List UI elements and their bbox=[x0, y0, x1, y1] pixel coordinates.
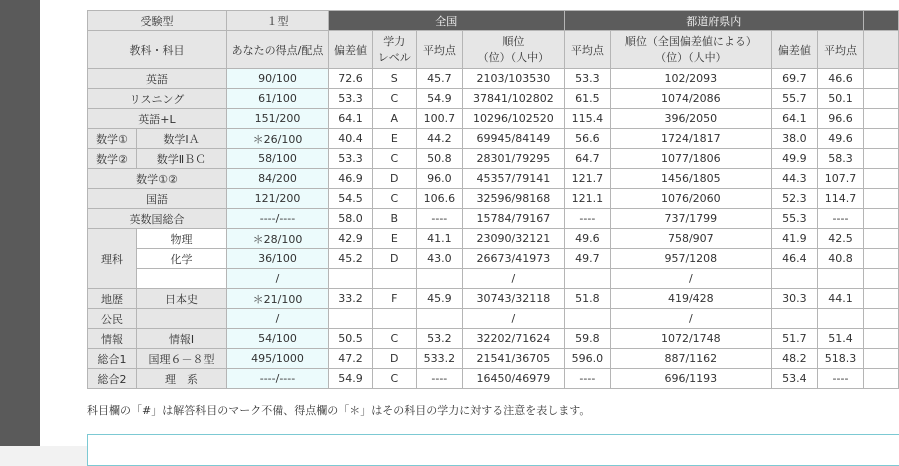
pavg-cell: 59.8 bbox=[564, 329, 611, 349]
avg2-cell: 42.5 bbox=[818, 229, 864, 249]
dev-cell: 42.9 bbox=[329, 229, 373, 249]
subject-cell: 理 系 bbox=[137, 369, 227, 389]
avg2-cell: ---- bbox=[818, 369, 864, 389]
score-cell: / bbox=[226, 269, 328, 289]
level-cell: C bbox=[373, 329, 417, 349]
group-cell: 数学① bbox=[88, 129, 137, 149]
score-cell: 90/100 bbox=[226, 69, 328, 89]
overflow-cell bbox=[863, 149, 898, 169]
dev2-cell: 51.7 bbox=[771, 329, 818, 349]
avg-cell: ---- bbox=[416, 209, 463, 229]
prank-cell: 696/1193 bbox=[611, 369, 771, 389]
overflow-cell bbox=[863, 31, 898, 69]
table-row bbox=[88, 309, 899, 329]
score-cell: 54/100 bbox=[226, 329, 328, 349]
avg-cell: 533.2 bbox=[416, 349, 463, 369]
group-cell: 情報 bbox=[88, 329, 137, 349]
pref-deviation-header: 偏差値 bbox=[771, 31, 818, 69]
group-cell: 理科 bbox=[88, 229, 137, 289]
level-cell bbox=[373, 309, 417, 329]
dev-cell: 46.9 bbox=[329, 169, 373, 189]
prank-cell: / bbox=[611, 309, 771, 329]
score-cell: ----/---- bbox=[226, 209, 328, 229]
pavg-cell: 121.7 bbox=[564, 169, 611, 189]
avg-cell: 45.9 bbox=[416, 289, 463, 309]
exam-type-label: 受験型 bbox=[88, 11, 227, 31]
overflow-cell bbox=[863, 69, 898, 89]
group-cell: 公民 bbox=[88, 309, 137, 329]
avg-cell: 45.7 bbox=[416, 69, 463, 89]
avg2-cell: 44.1 bbox=[818, 289, 864, 309]
level-cell: F bbox=[373, 289, 417, 309]
subject-cell: 国理６－８型 bbox=[137, 349, 227, 369]
prank-cell: 419/428 bbox=[611, 289, 771, 309]
score-cell: 58/100 bbox=[226, 149, 328, 169]
subject-cell: 数学ⅠＡ bbox=[137, 129, 227, 149]
avg-cell: 96.0 bbox=[416, 169, 463, 189]
table-row bbox=[88, 269, 899, 289]
score-cell: 151/200 bbox=[226, 109, 328, 129]
subject-cell bbox=[137, 309, 227, 329]
avg2-cell: 49.6 bbox=[818, 129, 864, 149]
avg2-cell: 51.4 bbox=[818, 329, 864, 349]
level-cell: B bbox=[373, 209, 417, 229]
pavg-cell: 49.6 bbox=[564, 229, 611, 249]
prank-cell: / bbox=[611, 269, 771, 289]
header-row-1 bbox=[88, 11, 899, 31]
dev2-cell: 55.7 bbox=[771, 89, 818, 109]
table-row bbox=[88, 69, 899, 89]
level-cell: C bbox=[373, 89, 417, 109]
dev-cell: 53.3 bbox=[329, 149, 373, 169]
overflow-cell bbox=[863, 129, 898, 149]
pavg-cell: 596.0 bbox=[564, 349, 611, 369]
overflow-cell bbox=[863, 229, 898, 249]
score-cell: 121/200 bbox=[226, 189, 328, 209]
dev2-cell: 55.3 bbox=[771, 209, 818, 229]
rank-cell: 21541/36705 bbox=[463, 349, 564, 369]
prank-cell: 396/2050 bbox=[611, 109, 771, 129]
rank-cell: 69945/84149 bbox=[463, 129, 564, 149]
rank-cell: 30743/32118 bbox=[463, 289, 564, 309]
score-cell: ----/---- bbox=[226, 369, 328, 389]
exam-type-value: １型 bbox=[226, 11, 328, 31]
national-header: 全国 bbox=[329, 11, 565, 31]
dev2-cell: 44.3 bbox=[771, 169, 818, 189]
dev2-cell: 64.1 bbox=[771, 109, 818, 129]
pavg-cell: 121.1 bbox=[564, 189, 611, 209]
prank-cell: 957/1208 bbox=[611, 249, 771, 269]
prank-cell: 1074/2086 bbox=[611, 89, 771, 109]
level-cell: S bbox=[373, 69, 417, 89]
avg2-cell: 96.6 bbox=[818, 109, 864, 129]
dev-cell: 50.5 bbox=[329, 329, 373, 349]
subject-header: 教科・科目 bbox=[88, 31, 227, 69]
dev-cell bbox=[329, 309, 373, 329]
avg-cell: 100.7 bbox=[416, 109, 463, 129]
prank-cell: 758/907 bbox=[611, 229, 771, 249]
dev-cell bbox=[329, 269, 373, 289]
avg2-cell: 107.7 bbox=[818, 169, 864, 189]
prank-cell: 1724/1817 bbox=[611, 129, 771, 149]
table-row bbox=[88, 329, 899, 349]
dev2-cell: 49.9 bbox=[771, 149, 818, 169]
dev2-cell bbox=[771, 269, 818, 289]
rank-cell: 16450/46979 bbox=[463, 369, 564, 389]
table-row bbox=[88, 229, 899, 249]
level-cell: D bbox=[373, 349, 417, 369]
score-cell: 495/1000 bbox=[226, 349, 328, 369]
info-box bbox=[87, 434, 899, 466]
avg-cell: 41.1 bbox=[416, 229, 463, 249]
level-cell: A bbox=[373, 109, 417, 129]
dev-cell: 72.6 bbox=[329, 69, 373, 89]
pavg-cell: 64.7 bbox=[564, 149, 611, 169]
pavg-cell: 49.7 bbox=[564, 249, 611, 269]
pavg-cell: 115.4 bbox=[564, 109, 611, 129]
dev-cell: 47.2 bbox=[329, 349, 373, 369]
avg2-cell: 58.3 bbox=[818, 149, 864, 169]
score-cell: ＊26/100 bbox=[226, 129, 328, 149]
avg-cell: 44.2 bbox=[416, 129, 463, 149]
avg-cell: 106.6 bbox=[416, 189, 463, 209]
dev-cell: 40.4 bbox=[329, 129, 373, 149]
rank-cell: 26673/41973 bbox=[463, 249, 564, 269]
avg2-cell: 114.7 bbox=[818, 189, 864, 209]
table-row bbox=[88, 89, 899, 109]
group-cell: 地歴 bbox=[88, 289, 137, 309]
pref-average2-header: 平均点 bbox=[818, 31, 864, 69]
subject-cell: 物理 bbox=[137, 229, 227, 249]
header-row-2 bbox=[88, 31, 899, 69]
table-row bbox=[88, 349, 899, 369]
rank-cell: / bbox=[463, 269, 564, 289]
avg-cell: 50.8 bbox=[416, 149, 463, 169]
overflow-cell bbox=[863, 329, 898, 349]
level-cell: E bbox=[373, 229, 417, 249]
pavg-cell bbox=[564, 309, 611, 329]
rank-header: 順位 （位）（人中） bbox=[463, 31, 564, 69]
overflow-cell bbox=[863, 109, 898, 129]
table-row bbox=[88, 189, 899, 209]
subject-cell bbox=[137, 269, 227, 289]
dev2-cell: 41.9 bbox=[771, 229, 818, 249]
overflow-cell bbox=[863, 349, 898, 369]
dev2-cell: 30.3 bbox=[771, 289, 818, 309]
level-cell: D bbox=[373, 249, 417, 269]
group-cell: 総合2 bbox=[88, 369, 137, 389]
pavg-cell: ---- bbox=[564, 209, 611, 229]
avg-cell: 54.9 bbox=[416, 89, 463, 109]
avg-cell: 43.0 bbox=[416, 249, 463, 269]
dev-cell: 64.1 bbox=[329, 109, 373, 129]
rank-cell: / bbox=[463, 309, 564, 329]
avg2-cell: ---- bbox=[818, 209, 864, 229]
prefecture-header: 都道府県内 bbox=[564, 11, 863, 31]
level-cell: C bbox=[373, 149, 417, 169]
overflow-cell bbox=[863, 309, 898, 329]
rank-cell: 23090/32121 bbox=[463, 229, 564, 249]
left-frame-bar bbox=[0, 0, 40, 446]
pavg-cell: 53.3 bbox=[564, 69, 611, 89]
subject-cell: 日本史 bbox=[137, 289, 227, 309]
table-row bbox=[88, 289, 899, 309]
level-cell bbox=[373, 269, 417, 289]
group-cell: 総合1 bbox=[88, 349, 137, 369]
subject-cell: 国語 bbox=[88, 189, 227, 209]
pavg-cell: 51.8 bbox=[564, 289, 611, 309]
dev-cell: 33.2 bbox=[329, 289, 373, 309]
score-cell: 36/100 bbox=[226, 249, 328, 269]
rank-cell: 2103/103530 bbox=[463, 69, 564, 89]
table-row bbox=[88, 149, 899, 169]
pavg-cell: 61.5 bbox=[564, 89, 611, 109]
table-row bbox=[88, 369, 899, 389]
pavg-cell: ---- bbox=[564, 369, 611, 389]
prank-cell: 1076/2060 bbox=[611, 189, 771, 209]
footnote: 科目欄の「#」は解答科目のマーク不備、得点欄の「＊」はその科目の学力に対する注意を表します。 bbox=[87, 404, 591, 417]
score-cell: ＊28/100 bbox=[226, 229, 328, 249]
prank-cell: 1072/1748 bbox=[611, 329, 771, 349]
level-cell: E bbox=[373, 129, 417, 149]
your-score-header: あなたの得点/配点 bbox=[226, 31, 328, 69]
score-cell: / bbox=[226, 309, 328, 329]
prank-cell: 737/1799 bbox=[611, 209, 771, 229]
dev2-cell: 46.4 bbox=[771, 249, 818, 269]
dev2-cell: 53.4 bbox=[771, 369, 818, 389]
table-row bbox=[88, 249, 899, 269]
overflow-cell bbox=[863, 249, 898, 269]
dev-cell: 53.3 bbox=[329, 89, 373, 109]
dev-cell: 45.2 bbox=[329, 249, 373, 269]
overflow-cell bbox=[863, 269, 898, 289]
subject-cell: 化学 bbox=[137, 249, 227, 269]
rank-cell: 10296/102520 bbox=[463, 109, 564, 129]
subject-cell: リスニング bbox=[88, 89, 227, 109]
level-cell: C bbox=[373, 189, 417, 209]
prank-cell: 887/1162 bbox=[611, 349, 771, 369]
deviation-header: 偏差値 bbox=[329, 31, 373, 69]
table-row bbox=[88, 129, 899, 149]
subject-cell: 英数国総合 bbox=[88, 209, 227, 229]
pref-rank-header: 順位（全国偏差値による） （位）（人中） bbox=[611, 31, 771, 69]
score-cell: ＊21/100 bbox=[226, 289, 328, 309]
subject-cell: 数学ⅡＢＣ bbox=[137, 149, 227, 169]
rank-cell: 37841/102802 bbox=[463, 89, 564, 109]
table-row bbox=[88, 109, 899, 129]
subject-cell: 英語+L bbox=[88, 109, 227, 129]
group-cell: 数学② bbox=[88, 149, 137, 169]
pref-average-header: 平均点 bbox=[564, 31, 611, 69]
level-header: 学力 レベル bbox=[373, 31, 417, 69]
score-cell: 84/200 bbox=[226, 169, 328, 189]
rank-cell: 32202/71624 bbox=[463, 329, 564, 349]
avg2-cell: 50.1 bbox=[818, 89, 864, 109]
table-row bbox=[88, 209, 899, 229]
overflow-cell bbox=[863, 369, 898, 389]
rank-cell: 45357/79141 bbox=[463, 169, 564, 189]
prank-cell: 1456/1805 bbox=[611, 169, 771, 189]
rank-cell: 15784/79167 bbox=[463, 209, 564, 229]
dev-cell: 58.0 bbox=[329, 209, 373, 229]
overflow-cell bbox=[863, 89, 898, 109]
dev2-cell: 69.7 bbox=[771, 69, 818, 89]
avg-cell: 53.2 bbox=[416, 329, 463, 349]
dev2-cell: 38.0 bbox=[771, 129, 818, 149]
dev2-cell: 48.2 bbox=[771, 349, 818, 369]
subject-cell: 英語 bbox=[88, 69, 227, 89]
overflow-header bbox=[863, 11, 898, 31]
overflow-cell bbox=[863, 169, 898, 189]
rank-cell: 32596/98168 bbox=[463, 189, 564, 209]
avg2-cell: 46.6 bbox=[818, 69, 864, 89]
avg2-cell: 40.8 bbox=[818, 249, 864, 269]
overflow-cell bbox=[863, 289, 898, 309]
overflow-cell bbox=[863, 189, 898, 209]
dev-cell: 54.5 bbox=[329, 189, 373, 209]
dev2-cell bbox=[771, 309, 818, 329]
subject-cell: 情報Ⅰ bbox=[137, 329, 227, 349]
dev2-cell: 52.3 bbox=[771, 189, 818, 209]
rank-cell: 28301/79295 bbox=[463, 149, 564, 169]
prank-cell: 102/2093 bbox=[611, 69, 771, 89]
score-table bbox=[87, 10, 899, 389]
score-cell: 61/100 bbox=[226, 89, 328, 109]
avg2-cell: 518.3 bbox=[818, 349, 864, 369]
average-header: 平均点 bbox=[416, 31, 463, 69]
avg-cell bbox=[416, 309, 463, 329]
pavg-cell bbox=[564, 269, 611, 289]
avg-cell: ---- bbox=[416, 369, 463, 389]
avg2-cell bbox=[818, 309, 864, 329]
level-cell: D bbox=[373, 169, 417, 189]
overflow-cell bbox=[863, 209, 898, 229]
dev-cell: 54.9 bbox=[329, 369, 373, 389]
pavg-cell: 56.6 bbox=[564, 129, 611, 149]
table-row bbox=[88, 169, 899, 189]
prank-cell: 1077/1806 bbox=[611, 149, 771, 169]
level-cell: C bbox=[373, 369, 417, 389]
avg2-cell bbox=[818, 269, 864, 289]
avg-cell bbox=[416, 269, 463, 289]
subject-cell: 数学①② bbox=[88, 169, 227, 189]
